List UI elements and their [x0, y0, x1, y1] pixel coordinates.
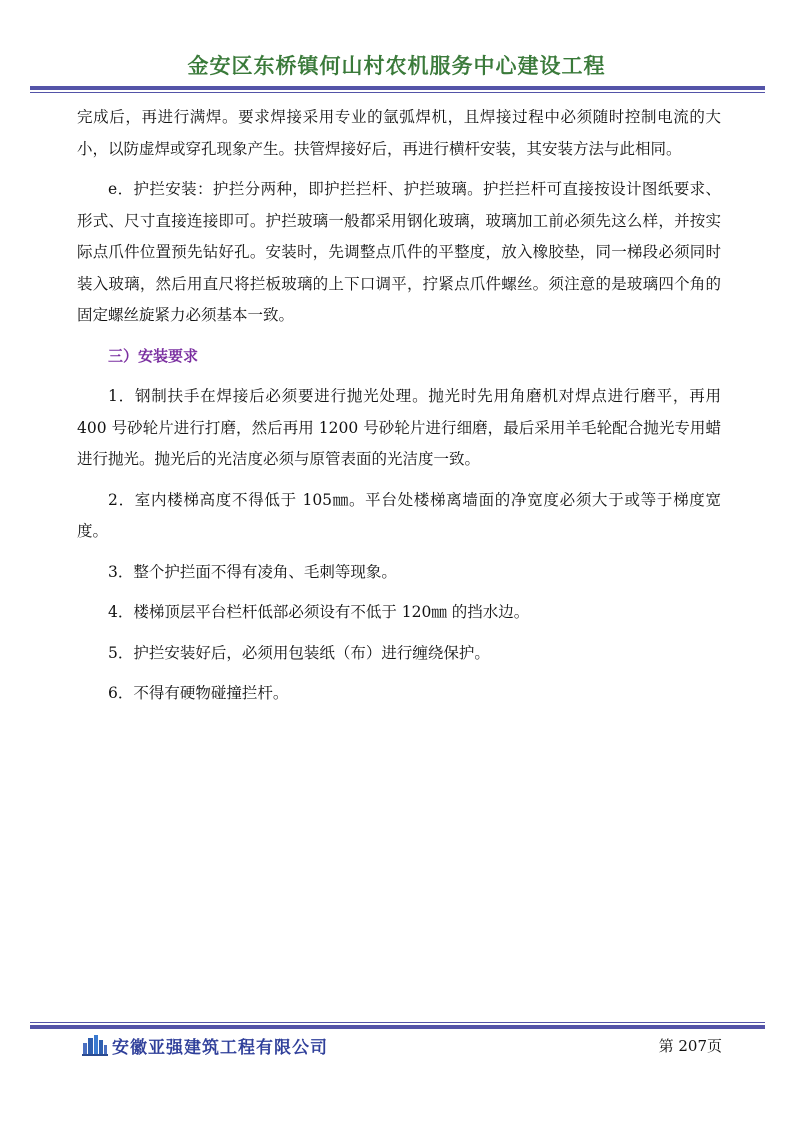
requirement-item-4: 4．楼梯顶层平台栏杆低部必须设有不低于 120㎜ 的挡水边。: [108, 603, 530, 621]
header-rule-thin: [30, 92, 765, 93]
paragraph-gap: [77, 372, 721, 381]
paragraph-gap: [77, 588, 721, 597]
footer-block: [82, 1031, 722, 1061]
requirement-item-2: 2．室内楼梯高度不得低于 105㎜。平台处楼梯离墙面的净宽度必须大于或等于梯度宽度。: [77, 490, 721, 540]
requirement-item-3: 3．整个护拦面不得有凌角、毛刺等现象。: [108, 562, 397, 581]
paragraph-gap: [77, 629, 721, 638]
page-number: 第 207页: [658, 1037, 722, 1055]
building-logo-icon: [82, 1034, 108, 1056]
header-rule-thick: [30, 86, 765, 90]
requirement-item-5: 5．护拦安装好后，必须用包装纸（布）进行缠绕保护。: [108, 643, 490, 662]
paragraph-gap: [77, 669, 721, 678]
header-title: 金安区东桥镇何山村农机服务中心建设工程: [187, 53, 606, 78]
document-body: [77, 102, 721, 710]
paragraph-gap: [77, 165, 721, 174]
footer-rule-thin: [30, 1022, 765, 1023]
section-heading: 三）安装要求: [108, 346, 199, 365]
paragraph-continued: 完成后，再进行满焊。要求焊接采用专业的氩弧焊机，且焊接过程中必须随时控制电流的大小，以防虚焊或穿孔现象产生。扶管焊接好后，再进行横杆安装，其安装方法与此相同。: [77, 108, 721, 158]
requirement-item-6: 6．不得有硬物碰撞拦杆。: [108, 684, 289, 702]
paragraph-gap: [77, 548, 721, 557]
paragraph-e-railing-install: e．护拦安装：护拦分两种，即护拦拦杆、护拦玻璃。护拦拦杆可直接按设计图纸要求、形式、尺寸直接连接即可。护拦玻璃一般都采用钢化玻璃，玻璃加工前必须先这么样，并按实际点爪件位置预先钻好孔。安装时，先调整点爪件的平整度，放入橡胶垫，同一梯段必须同时装入玻璃，然后用直尺将拦板玻璃的上下口调平，拧紧点爪件螺丝。须注意的是玻璃四个角的固定螺丝旋紧力必须基本一致。: [77, 180, 721, 324]
requirement-item-1: 1．钢制扶手在焊接后必须要进行抛光处理。抛光时先用角磨机对焊点进行磨平，再用 400 号砂轮片进行打磨，然后再用 1200 号砂轮片进行细磨，最后采用羊毛轮配合抛光专用蜡进行抛光。抛光后的光洁度必须与原管表面的光洁度一致。: [77, 387, 721, 468]
footer-rule-thick: [30, 1025, 765, 1029]
paragraph-gap: [77, 332, 721, 341]
header-block: [0, 50, 793, 80]
paragraph-gap: [77, 476, 721, 485]
company-name: 安徽亚强建筑工程有限公司: [112, 1038, 328, 1058]
